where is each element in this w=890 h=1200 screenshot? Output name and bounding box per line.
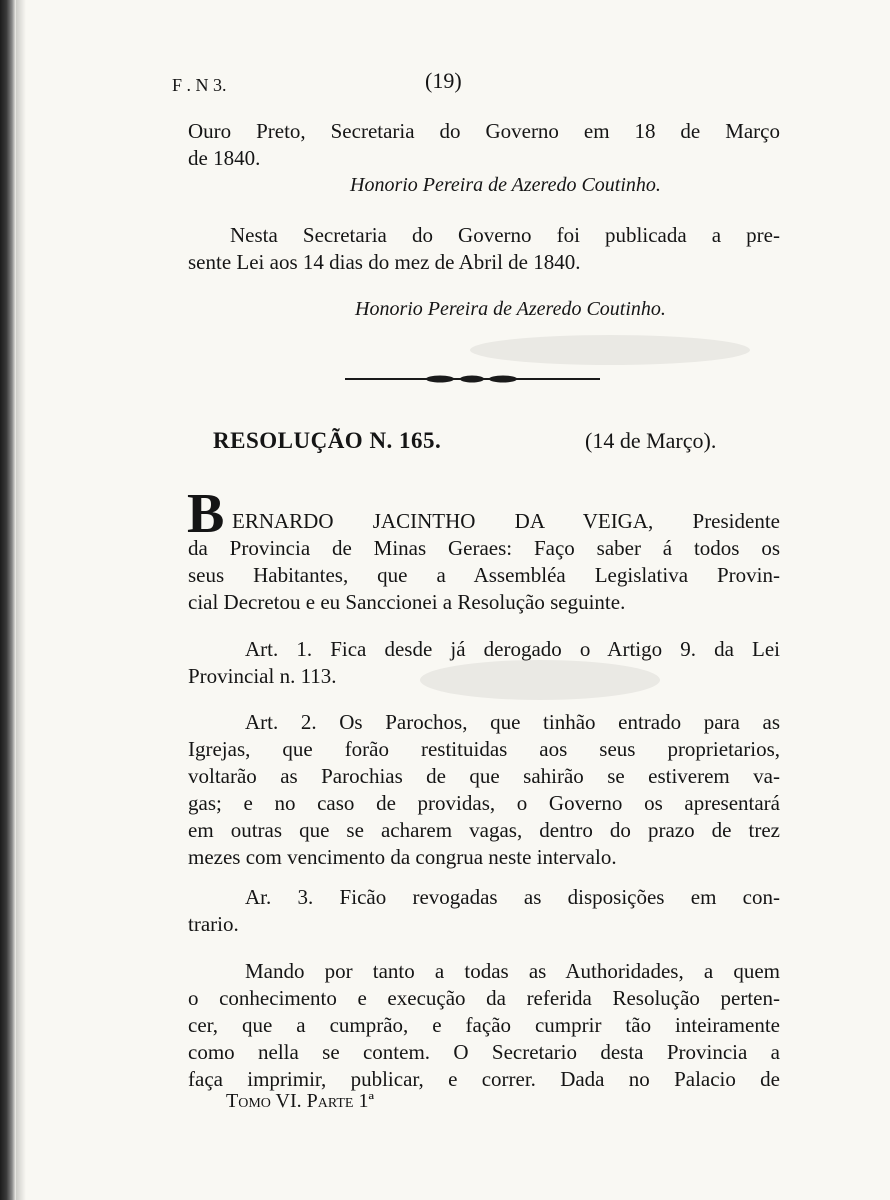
article-3-line-2: trario.	[188, 912, 239, 936]
publication-line-2: sente Lei aos 14 dias do mez de Abril de 1840.	[188, 250, 581, 274]
scan-smudge	[420, 660, 660, 700]
article-1-line-1: Art. 1. Fica desde já derogado o Artigo 9. da Lei	[245, 637, 780, 661]
article-2-line-4: gas; e no caso de providas, o Governo os apresentará	[188, 791, 780, 815]
article-2-line-1: Art. 2. Os Parochos, que tinhão entrado para as	[245, 710, 780, 734]
article-1-line-2: Provincial n. 113.	[188, 664, 337, 688]
article-2-line-5: em outras que se acharem vagas, dentro do prazo de trez	[188, 818, 780, 842]
publication-line-1: Nesta Secretaria do Governo foi publicada a pre-	[230, 223, 780, 247]
article-3-line-1: Ar. 3. Ficão revogadas as disposições em con-	[245, 885, 780, 909]
preamble-line-4: cial Decretou e eu Sanccionei a Resolução seguinte.	[188, 590, 626, 614]
preamble-line-1: ERNARDO JACINTHO DA VEIGA, Presidente	[232, 509, 780, 533]
closing-line-2: de 1840.	[188, 146, 261, 170]
mandate-line-4: como nella se contem. O Secretario desta Provincia a	[188, 1040, 780, 1064]
signature-mark: F . N 3.	[172, 75, 227, 95]
preamble-line-2: da Provincia de Minas Geraes: Faço saber á todos os	[188, 536, 780, 560]
preamble-line-3: seus Habitantes, que a Assembléa Legislativa Provin-	[188, 563, 780, 587]
mandate-line-2: o conhecimento e execução da referida Resolução perten-	[188, 986, 780, 1010]
binding-shadow	[16, 0, 26, 1200]
article-2-line-3: voltarão as Parochias de que sahirão se estiverem va-	[188, 764, 780, 788]
binding-edge	[0, 0, 16, 1200]
mandate-line-3: cer, que a cumprão, e fação cumprir tão inteiramente	[188, 1013, 780, 1037]
article-2-line-6: mezes com vencimento da congrua neste intervalo.	[188, 845, 617, 869]
resolution-title: RESOLUÇÃO N. 165.	[213, 428, 442, 453]
signer-2: Honorio Pereira de Azeredo Coutinho.	[355, 298, 666, 320]
closing-line-1: Ouro Preto, Secretaria do Governo em 18 de Março	[188, 119, 780, 143]
ornamental-rule	[345, 375, 600, 383]
signer-1: Honorio Pereira de Azeredo Coutinho.	[350, 174, 661, 196]
scan-smudge	[470, 335, 750, 365]
resolution-date: (14 de Março).	[585, 428, 717, 453]
article-2-line-2: Igrejas, que forão restituidas aos seus proprietarios,	[188, 737, 780, 761]
drop-cap: B	[187, 483, 225, 545]
footer-signature-line: Tomo VI. Parte 1ª	[226, 1090, 374, 1112]
mandate-line-5: faça imprimir, publicar, e correr. Dada no Palacio de	[188, 1067, 780, 1091]
mandate-line-1: Mando por tanto a todas as Authoridades, a quem	[245, 959, 780, 983]
page-number: (19)	[425, 68, 462, 93]
